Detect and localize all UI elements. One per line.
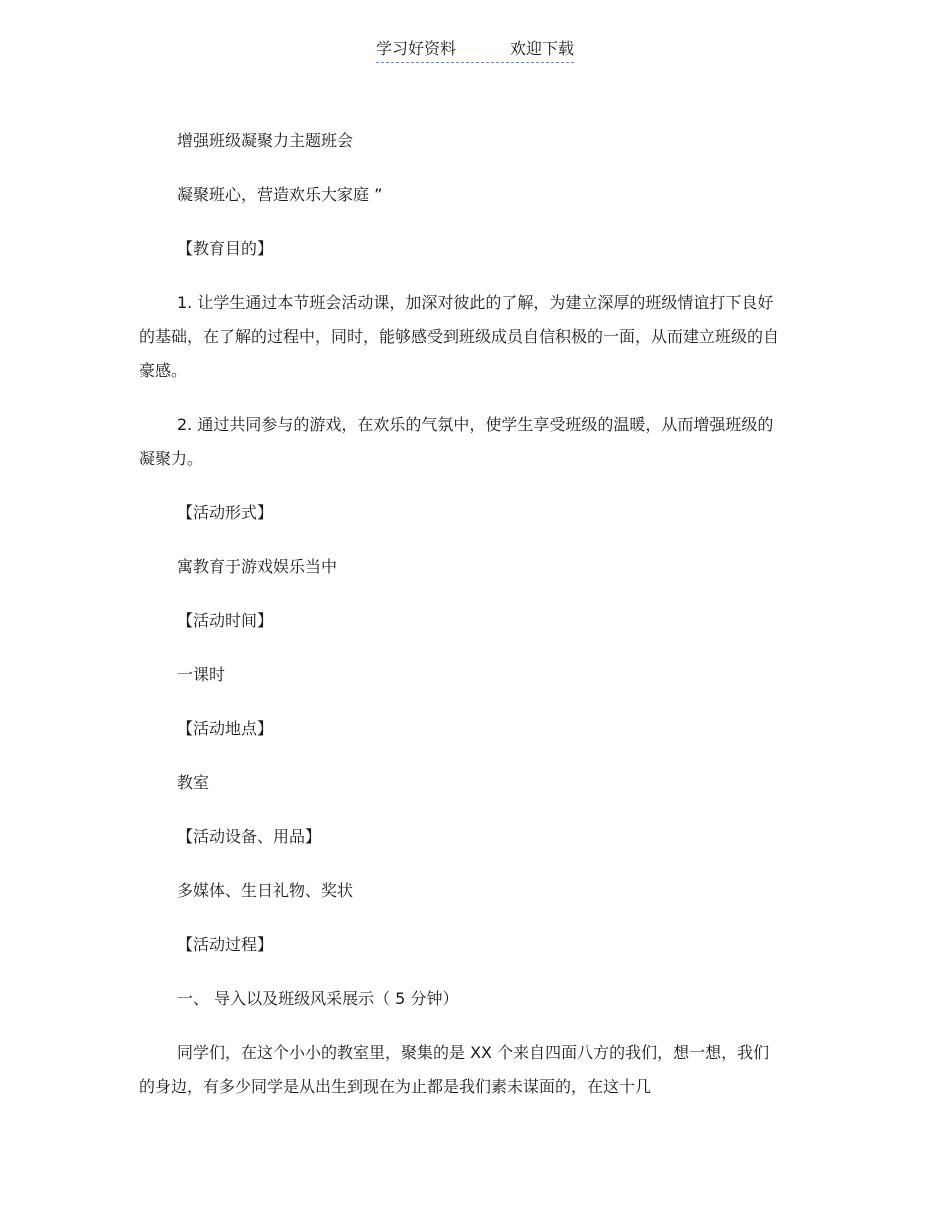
equipment-text: 多媒体、生日礼物、奖状 [177, 881, 354, 900]
section-heading-purpose: 【教育目的】 [177, 239, 274, 258]
place-text: 教室 [177, 773, 210, 792]
header-banner [376, 38, 574, 63]
intro-paragraph: 同学们，在这个小小的教室里，聚集的是 XX 个来自四面八方的我们，想一想，我们的身边，有多少同学是从出生到现在为止都是我们素未谋面的，在这十几 [139, 1043, 770, 1096]
page-header [0, 38, 950, 63]
time-text: 一课时 [177, 665, 226, 684]
purpose-paragraph-2: 2. 通过共同参与的游戏，在欢乐的气氛中，使学生享受班级的温暖，从而增强班级的凝聚力。 [139, 415, 774, 468]
section-heading-process: 【活动过程】 [177, 935, 274, 954]
purpose-paragraph-1: 1. 让学生通过本节班会活动课，加深对彼此的了解，为建立深厚的班级情谊打下良好的基础，在了解的过程中，同时，能够感受到班级成员自信积极的一面，从而建立班级的自豪感。 [139, 293, 780, 380]
document-body [139, 124, 779, 1124]
header-right-text: 欢迎下载 [510, 39, 575, 58]
document-title: 增强班级凝聚力主题班会 [177, 131, 354, 150]
section-heading-equipment: 【活动设备、用品】 [177, 827, 322, 846]
form-text: 寓教育于游戏娱乐当中 [177, 557, 338, 576]
header-left-text: 学习好资料 [375, 39, 456, 58]
section-heading-form: 【活动形式】 [177, 503, 274, 522]
process-step-1: 一、 导入以及班级风采展示（ 5 分钟） [177, 989, 459, 1008]
section-heading-time: 【活动时间】 [177, 611, 274, 630]
document-subtitle: 凝聚班心，营造欢乐大家庭 ” [177, 185, 383, 204]
section-heading-place: 【活动地点】 [177, 719, 274, 738]
